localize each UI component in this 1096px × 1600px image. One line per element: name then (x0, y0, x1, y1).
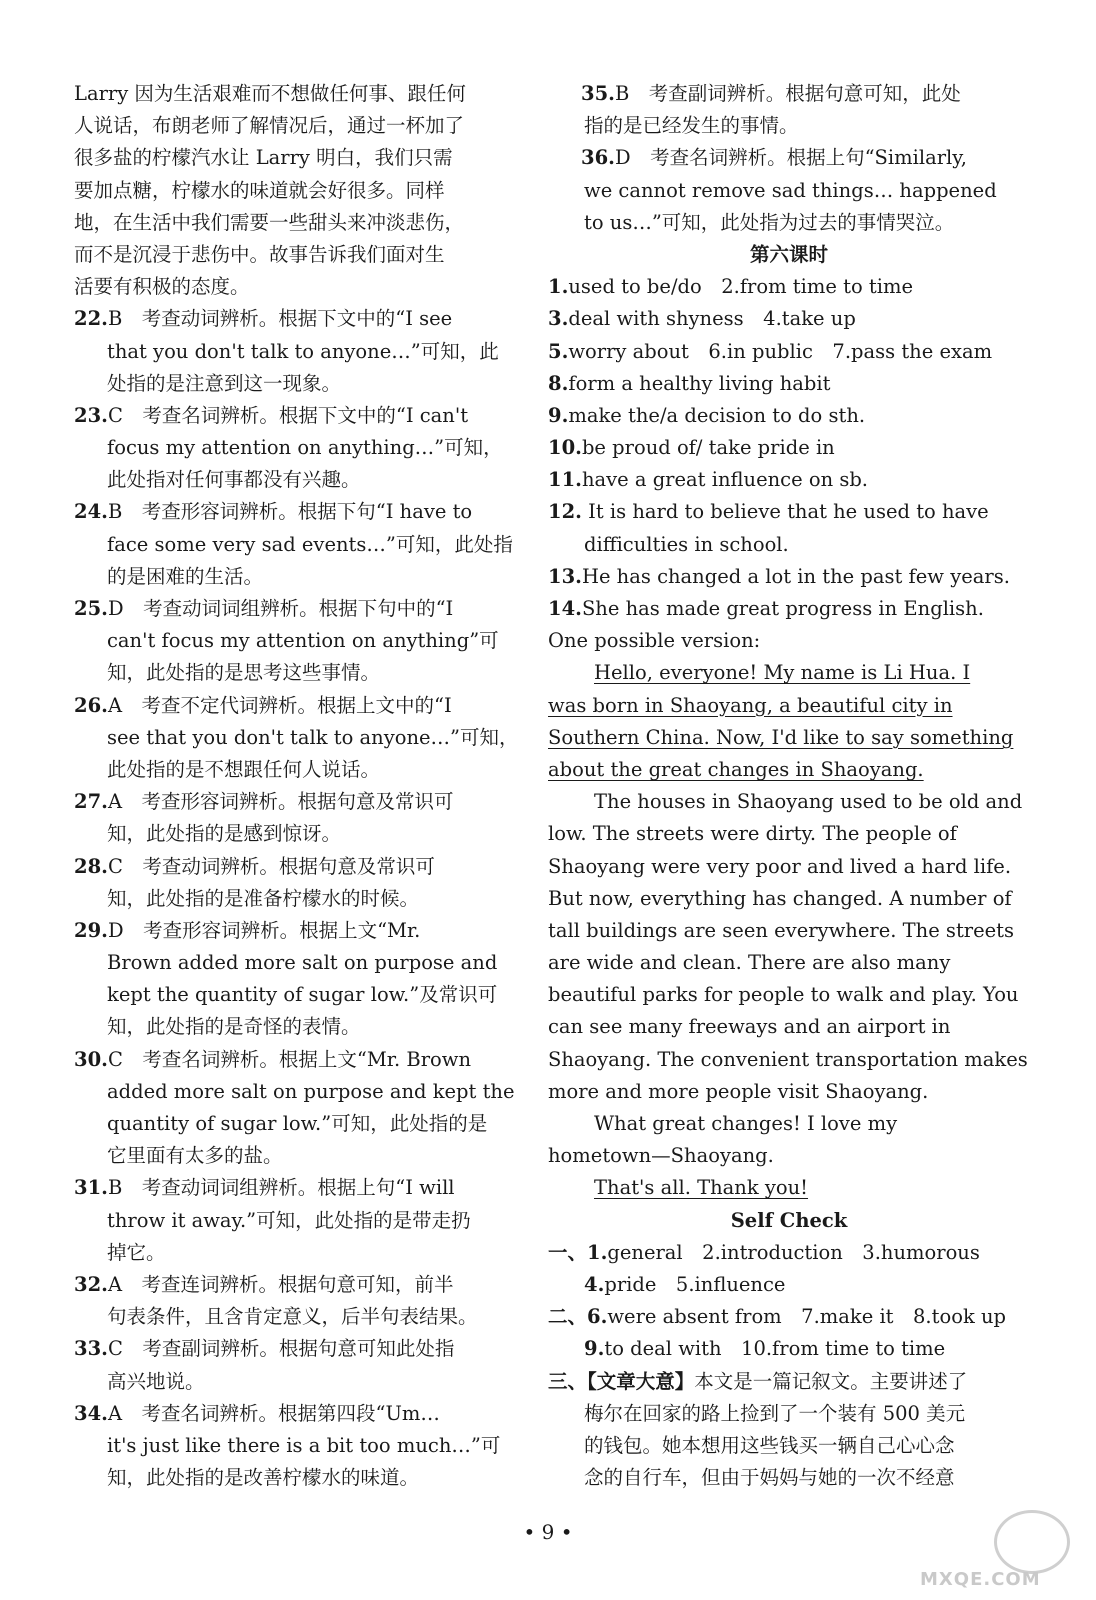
item-number: 1. (548, 275, 569, 299)
left-column (74, 78, 526, 1494)
line-text: 念的自行车，但由于妈妈与她的一次不经意 (584, 1466, 955, 1490)
line-text: face some very sad events…”可知，此处指 (107, 532, 513, 556)
answer-line (548, 593, 1030, 625)
line-text: have a great influence on sb. (581, 468, 869, 492)
answer-line (74, 400, 526, 432)
line-text: A 考查不定代词辨析。根据上文中的“I (107, 693, 452, 717)
line-text: quantity of sugar low.”可知，此处指的是 (107, 1112, 488, 1135)
answer-line (74, 1172, 526, 1204)
line-text: C 考查名词辨析。根据下文中的“I can't (107, 403, 469, 427)
answer-line (74, 979, 526, 1011)
answer-line (74, 271, 526, 303)
answer-line (548, 1044, 1030, 1076)
answer-line (548, 1333, 1030, 1365)
answer-line (548, 1108, 1030, 1140)
item-number: 13. (548, 564, 582, 588)
line-text: She has made great progress in English. (581, 597, 984, 620)
line-text: throw it away.”可知，此处指的是带走扔 (107, 1208, 471, 1232)
line-text: C 考查名词辨析。根据上文“Mr. Brown (107, 1047, 472, 1071)
line-text: to us…”可知，此处指为过去的事情哭泣。 (584, 210, 955, 234)
answer-line (548, 1237, 1030, 1269)
line-text: 地，在生活中我们需要一些甜头来冲淡悲伤， (74, 210, 465, 234)
line-text: pride 5.influence (604, 1272, 786, 1296)
answer-line (74, 1044, 526, 1076)
item-number: 25. (74, 597, 108, 620)
answer-line (74, 754, 526, 786)
line-text: 要加点糖，柠檬水的味道就会好很多。同样 (74, 178, 445, 202)
line-text: B 考查动词词组辨析。根据上句“I will (107, 1176, 455, 1200)
line-text: used to be/do 2.from time to time (568, 275, 913, 299)
line-text: The houses in Shaoyang used to be old and (594, 790, 1023, 814)
answer-line (548, 754, 1030, 786)
line-text: B 考查动词辨析。根据下文中的“I see (107, 307, 453, 331)
answer-line (548, 78, 1030, 110)
answer-line (548, 1011, 1030, 1043)
line-text: 处指的是注意到这一现象。 (107, 371, 342, 395)
line-text: 知，此处指的是感到惊讶。 (107, 822, 342, 846)
answer-line (74, 786, 526, 818)
answer-line (548, 464, 1030, 496)
line-text: Hello, everyone! My name is Li Hua. I (594, 661, 971, 685)
line-text: about the great changes in Shaoyang. (548, 757, 924, 781)
answer-line (74, 690, 526, 722)
line-text: A 考查名词辨析。根据第四段“Um… (107, 1401, 440, 1425)
answer-line (74, 368, 526, 400)
answer-line (74, 239, 526, 271)
item-number: 一、1. (548, 1240, 608, 1264)
answer-line (74, 625, 526, 657)
answer-line (74, 78, 526, 110)
answer-line (548, 336, 1030, 368)
answer-line (548, 1076, 1030, 1108)
line-text: low. The streets were dirty. The people of (548, 822, 957, 846)
answer-line (548, 947, 1030, 979)
line-text: C 考查副词辨析。根据句意可知此处指 (107, 1337, 455, 1361)
answer-line (74, 175, 526, 207)
line-text: we cannot remove sad things… happened (584, 178, 997, 202)
line-text: added more salt on purpose and kept the (107, 1079, 515, 1103)
answer-line (74, 915, 526, 947)
answer-line (74, 464, 526, 496)
line-text: A 考查连词辨析。根据句意可知，前半 (107, 1272, 454, 1296)
answer-line (74, 1430, 526, 1462)
item-number: 9. (548, 403, 569, 427)
line-text: Shaoyang were very poor and lived a hard life. (548, 854, 1012, 878)
line-text: were absent from 7.make it 8.took up (607, 1305, 1006, 1329)
answer-line (74, 561, 526, 593)
line-text: 的钱包。她本想用这些钱买一辆自己心心念 (584, 1433, 955, 1457)
item-number: 33. (74, 1337, 108, 1361)
answer-line (74, 1140, 526, 1172)
line-text: 梅尔在回家的路上捡到了一个装有 500 美元 (584, 1401, 966, 1425)
watermark-logo (920, 1510, 1070, 1590)
item-number: 23. (74, 403, 108, 427)
line-text: make the/a decision to do sth. (568, 403, 866, 427)
answer-line (548, 529, 1030, 561)
line-text: That's all. Thank you! (594, 1176, 809, 1200)
line-text: it's just like there is a bit too much…”可 (107, 1433, 501, 1457)
line-text: 掉它。 (107, 1240, 166, 1264)
line-text: focus my attention on anything…”可知， (107, 436, 503, 460)
item-number: 26. (74, 693, 108, 717)
answer-line (74, 336, 526, 368)
line-text: A 考查形容词辨析。根据句意及常识可 (107, 790, 454, 814)
answer-line (548, 915, 1030, 947)
line-text: more and more people visit Shaoyang. (548, 1079, 929, 1103)
answer-line (548, 1301, 1030, 1333)
answer-line (74, 883, 526, 915)
item-number: 14. (548, 597, 582, 620)
answer-line (548, 110, 1030, 142)
line-text: Self Check (730, 1208, 848, 1232)
item-number: 10. (548, 436, 582, 460)
answer-line (74, 1237, 526, 1269)
item-number: 34. (74, 1401, 108, 1425)
answer-line (548, 175, 1030, 207)
item-number: 30. (74, 1047, 108, 1071)
line-text: 知，此处指的是改善柠檬水的味道。 (107, 1466, 420, 1490)
answer-line (74, 947, 526, 979)
answer-line (74, 1205, 526, 1237)
line-text: worry about 6.in public 7.pass the exam (568, 339, 993, 363)
item-number: 三、【文章大意】 (548, 1369, 695, 1393)
section-heading (548, 239, 1030, 271)
answer-line (74, 496, 526, 528)
answer-line (74, 529, 526, 561)
answer-line (548, 979, 1030, 1011)
answer-line (548, 496, 1030, 528)
watermark-seal-icon (994, 1510, 1070, 1574)
line-text: 此处指的是不想跟任何人说话。 (107, 757, 381, 781)
answer-line (548, 722, 1030, 754)
answer-line (74, 1011, 526, 1043)
answer-line (548, 368, 1030, 400)
answer-line (74, 1108, 526, 1140)
line-text: kept the quantity of sugar low.”及常识可 (107, 983, 498, 1007)
line-text: B 考查副词辨析。根据句意可知，此处 (614, 82, 961, 105)
line-text: 很多盐的柠檬汽水让 Larry 明白，我们只需 (74, 146, 453, 170)
answer-line (74, 1076, 526, 1108)
answer-line (74, 1366, 526, 1398)
line-text: 句表条件，且含肯定意义，后半句表结果。 (107, 1305, 478, 1329)
item-number: 27. (74, 790, 108, 814)
answer-line (74, 303, 526, 335)
answer-line (548, 207, 1030, 239)
right-column (548, 78, 1030, 1494)
answer-line (548, 657, 1030, 689)
answer-line (74, 1462, 526, 1494)
answer-line (548, 818, 1030, 850)
answer-line (548, 690, 1030, 722)
line-text: It is hard to believe that he used to have (581, 500, 989, 524)
line-text: be proud of/ take pride in (581, 436, 835, 460)
answer-line (74, 1301, 526, 1333)
item-number: 32. (74, 1272, 108, 1296)
line-text: 人说话，布朗老师了解情况后，通过一杯加了 (74, 114, 465, 138)
answer-line (548, 883, 1030, 915)
line-text: What great changes! I love my (594, 1112, 898, 1135)
line-text: 的是困难的生活。 (107, 564, 264, 588)
line-text: was born in Shaoyang, a beautiful city in (548, 693, 953, 717)
line-text: 知，此处指的是思考这些事情。 (107, 661, 381, 685)
line-text: tall buildings are seen everywhere. The streets (548, 918, 1015, 942)
line-text: can see many freeways and an airport in (548, 1015, 951, 1039)
item-number: 3. (548, 307, 569, 331)
watermark-text: MXQE.COM (920, 1569, 1041, 1590)
line-text: form a healthy living habit (568, 371, 831, 395)
answer-line (74, 1333, 526, 1365)
line-text: D 考查动词词组辨析。根据下句中的“I (107, 597, 454, 620)
item-number: 9. (584, 1337, 605, 1361)
item-number: 36. (581, 146, 615, 170)
line-text: 此处指对任何事都没有兴趣。 (107, 468, 361, 492)
answer-line (548, 1140, 1030, 1172)
line-text: beautiful parks for people to walk and play. You (548, 983, 1019, 1007)
line-text: Southern China. Now, I'd like to say something (548, 725, 1014, 749)
item-number: 11. (548, 468, 582, 492)
item-number: 22. (74, 307, 108, 331)
item-number: 12. (548, 500, 582, 524)
line-text: 活要有积极的态度。 (74, 275, 250, 299)
line-text: 而不是沉浸于悲伤中。故事告诉我们面对生 (74, 242, 445, 266)
answer-line (74, 142, 526, 174)
item-number: 4. (584, 1272, 605, 1296)
answer-line (548, 1398, 1030, 1430)
answer-line (74, 110, 526, 142)
answer-line (548, 1462, 1030, 1494)
answer-line (548, 142, 1030, 174)
line-text: 指的是已经发生的事情。 (584, 114, 799, 138)
line-text: general 2.introduction 3.humorous (607, 1240, 980, 1264)
answer-line (74, 593, 526, 625)
answer-line (548, 1430, 1030, 1462)
line-text: 第六课时 (749, 242, 828, 266)
answer-line (548, 851, 1030, 883)
line-text: D 考查形容词辨析。根据上文“Mr. (107, 918, 421, 942)
line-text: But now, everything has changed. A number of (548, 886, 1012, 910)
answer-line (74, 432, 526, 464)
item-number: 二、6. (548, 1305, 608, 1329)
item-number: 24. (74, 500, 108, 524)
line-text: difficulties in school. (584, 532, 789, 556)
item-number: 35. (581, 82, 615, 105)
line-text: Larry 因为生活艰难而不想做任何事、跟任何 (74, 82, 466, 105)
answer-line (548, 786, 1030, 818)
line-text: deal with shyness 4.take up (568, 307, 856, 331)
item-number: 31. (74, 1176, 108, 1200)
section-heading (548, 1205, 1030, 1237)
line-text: to deal with 10.from time to time (604, 1337, 946, 1361)
answer-line (548, 1172, 1030, 1204)
item-number: 8. (548, 371, 569, 395)
answer-line (74, 818, 526, 850)
line-text: 高兴地说。 (107, 1369, 205, 1393)
item-number: 29. (74, 918, 108, 942)
line-text: One possible version: (548, 629, 761, 653)
line-text: Brown added more salt on purpose and (107, 951, 498, 975)
line-text: He has changed a lot in the past few years. (581, 564, 1010, 588)
line-text: Shaoyang. The convenient transportation makes (548, 1047, 1028, 1071)
answer-line (548, 271, 1030, 303)
line-text: 知，此处指的是准备柠檬水的时候。 (107, 886, 420, 910)
line-text: see that you don't talk to anyone…”可知， (107, 725, 519, 749)
answer-line (548, 432, 1030, 464)
line-text: B 考查形容词辨析。根据下句“I have to (107, 500, 473, 524)
answer-line (74, 1398, 526, 1430)
line-text: 知，此处指的是奇怪的表情。 (107, 1015, 361, 1039)
line-text: hometown—Shaoyang. (548, 1144, 774, 1168)
answer-line (548, 1269, 1030, 1301)
line-text: C 考查动词辨析。根据句意及常识可 (107, 854, 435, 878)
answer-line (548, 303, 1030, 335)
answer-line (74, 722, 526, 754)
line-text: are wide and clean. There are also many (548, 951, 951, 975)
answer-line (74, 851, 526, 883)
page-number: • 9 • (523, 1520, 573, 1544)
line-text: D 考查名词辨析。根据上句“Similarly, (614, 146, 967, 170)
item-number: 5. (548, 339, 569, 363)
answer-line (548, 561, 1030, 593)
answer-line (74, 1269, 526, 1301)
line-text: 本文是一篇记叙文。主要讲述了 (694, 1369, 968, 1393)
answer-line (548, 625, 1030, 657)
answer-line (548, 400, 1030, 432)
answer-line (74, 207, 526, 239)
line-text: 它里面有太多的盐。 (107, 1144, 283, 1168)
answer-line (548, 1366, 1030, 1398)
item-number: 28. (74, 854, 108, 878)
line-text: that you don't talk to anyone…”可知，此 (107, 339, 499, 363)
line-text: can't focus my attention on anything”可 (107, 629, 499, 653)
answer-line (74, 657, 526, 689)
